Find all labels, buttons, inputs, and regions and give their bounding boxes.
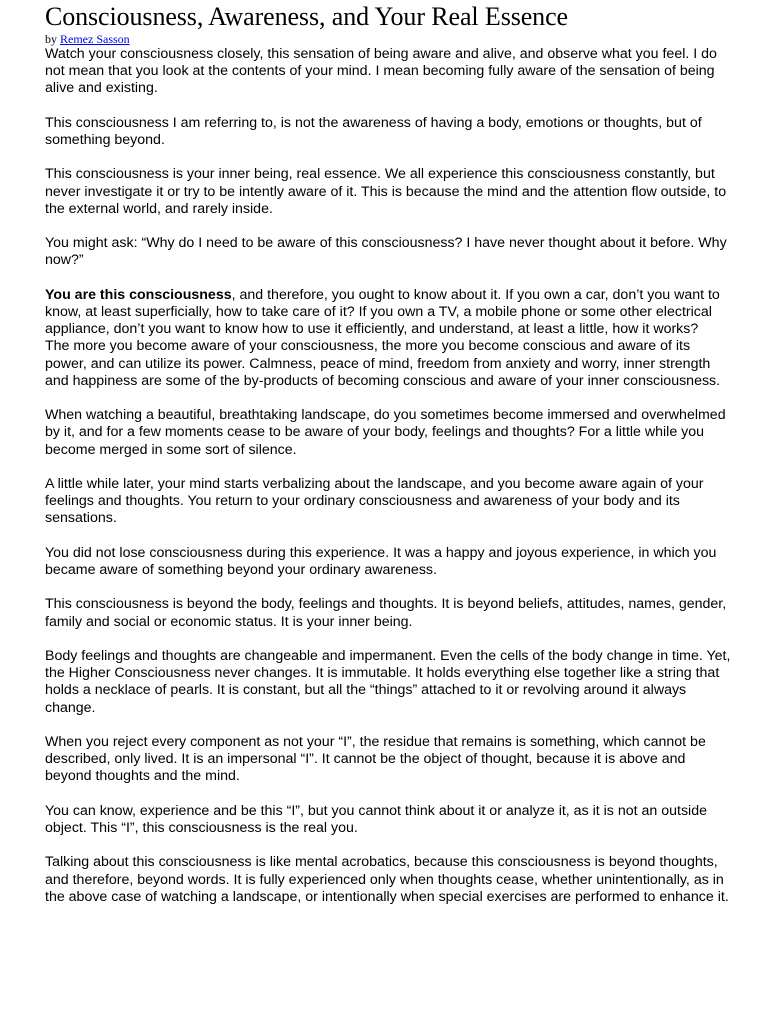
- paragraph: You did not lose consciousness during this experience. It was a happy and joyous experience, in which you became aware of something beyond your ordinary awareness.: [45, 544, 717, 578]
- byline-prefix: by: [45, 32, 60, 46]
- paragraph: This consciousness I am referring to, is not the awareness of having a body, emotions or thoughts, but of something beyond.: [45, 114, 702, 148]
- paragraph: Watch your consciousness closely, this sensation of being aware and alive, and observe what you feel. I do not mean that you look at the contents of your mind. I mean becoming fully aware of the sensation of being alive and existing.: [45, 46, 717, 97]
- article-body: [45, 46, 735, 906]
- paragraph: Talking about this consciousness is like mental acrobatics, because this consciousness is beyond thoughts, and therefore, beyond words. It is fully experienced only when thoughts cease, whether unintentionally, as in the above case of watching a landscape, or intentionally when special exercises are performed to enhance it.: [45, 854, 729, 905]
- paragraph: When you reject every component as not your “I”, the residue that remains is something, which cannot be described, only lived. It is an impersonal “I”. It cannot be the object of thought, because it is above and beyond thoughts and the mind.: [45, 733, 706, 785]
- bold-lead: You are this consciousness: [45, 286, 232, 303]
- article: [45, 3, 735, 923]
- paragraph: Body feelings and thoughts are changeable and impermanent. Even the cells of the body change in time. Yet, the Higher Consciousness never changes. It is immutable. It holds everything else together like a string that holds a necklace of pearls. It is constant, but all the “things” attached to it or revolving around it always change.: [45, 647, 731, 716]
- paragraph: This consciousness is your inner being, real essence. We all experience this consciousness constantly, but never investigate it or try to be intently aware of it. This is because the mind and the attention flow outside, to the external world, and rarely inside.: [45, 166, 727, 217]
- paragraph: This consciousness is beyond the body, feelings and thoughts. It is beyond beliefs, attitudes, names, gender, family and social or economic status. It is your inner being.: [45, 596, 727, 630]
- paragraph: You can know, experience and be this “I”, but you cannot think about it or analyze it, as it is not an outside object. This “I”, this consciousness is the real you.: [45, 802, 707, 836]
- article-title: Consciousness, Awareness, and Your Real Essence: [45, 2, 568, 31]
- paragraph: You might ask: “Why do I need to be aware of this consciousness? I have never thought about it before. Why now?”: [45, 235, 727, 269]
- paragraph: The more you become aware of your consciousness, the more you become conscious and aware of its power, and can utilize its power. Calmness, peace of mind, freedom from anxiety and worry, inner strength and happiness are some of the by-products of becoming conscious and aware of your inner consciousness.: [45, 338, 721, 389]
- author-link[interactable]: Remez Sasson: [60, 32, 130, 46]
- paragraph-with-bold-lead: [45, 287, 735, 339]
- byline: [45, 32, 735, 46]
- paragraph: A little while later, your mind starts verbalizing about the landscape, and you become aware again of your feelings and thoughts. You return to your ordinary consciousness and awareness of your body and its sensations.: [45, 475, 704, 527]
- paragraph: When watching a beautiful, breathtaking landscape, do you sometimes become immersed and overwhelmed by it, and for a few moments cease to be aware of your body, feelings and thoughts? For a little while you become merged in some sort of silence.: [45, 407, 726, 458]
- paragraph-rest: , and therefore, you ought to know about it. If you own a car, don’t you want to know, at least superficially, how to take care of it? If you own a TV, a mobile phone or some other electrical appliance, don’t you want to know how to use it efficiently, and understand, at least a little, how it works?: [45, 286, 720, 338]
